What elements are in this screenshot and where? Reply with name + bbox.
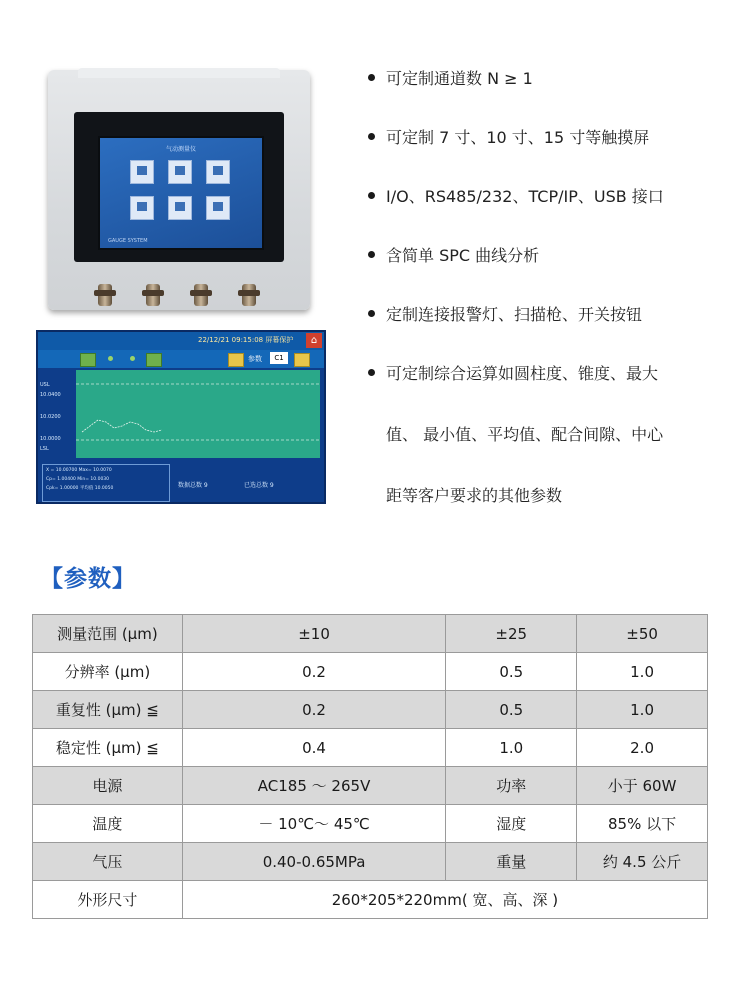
- feature-line: 值、 最小值、平均值、配合间隙、中心: [386, 425, 664, 444]
- status-dot-icon: [108, 356, 113, 361]
- table-row: [33, 805, 708, 843]
- spc-stat-line: X = 10.00700 Max= 10.0070: [46, 468, 112, 473]
- table-cell: ±50: [577, 615, 708, 653]
- feature-item: 定制连接报警灯、扫描枪、开关按钮: [366, 302, 738, 361]
- table-cell: 1.0: [446, 729, 577, 767]
- y-label-upper: 10.0400: [40, 392, 61, 398]
- air-valve-icon: [194, 284, 208, 306]
- device-screen-logo: GAUGE SYSTEM: [108, 238, 148, 244]
- screen-app-icon: [206, 196, 230, 220]
- prev-button: [80, 353, 96, 367]
- table-cell: 外形尺寸: [33, 881, 183, 919]
- table-cell: 气压: [33, 843, 183, 881]
- table-cell: 1.0: [577, 653, 708, 691]
- table-cell: 温度: [33, 805, 183, 843]
- feature-item: 可定制通道数 N ≥ 1: [366, 66, 738, 125]
- screen-app-icon: [130, 160, 154, 184]
- device-screen-title: 气动测量仪: [165, 146, 196, 153]
- spc-screenshot: [36, 330, 326, 504]
- spc-datetime: 22/12/21 09:15:08 屏幕保护: [198, 336, 294, 344]
- param-prev-button: [228, 353, 244, 367]
- param-value: C1: [270, 352, 288, 364]
- table-row: [33, 843, 708, 881]
- table-cell: 0.5: [446, 691, 577, 729]
- feature-item-multiline: [366, 361, 738, 544]
- table-cell: － 10℃～ 45℃: [182, 805, 446, 843]
- spc-plot-area: [76, 370, 320, 458]
- table-row: [33, 729, 708, 767]
- table-cell: 2.0: [577, 729, 708, 767]
- table-cell: 0.4: [182, 729, 446, 767]
- screen-app-icon: [206, 160, 230, 184]
- device-top-lid: [78, 68, 280, 78]
- table-cell: 85% 以下: [577, 805, 708, 843]
- feature-line: 可定制综合运算如圆柱度、锥度、最大: [386, 364, 659, 383]
- device-touchscreen: [98, 136, 264, 250]
- table-cell: AC185 ～ 265V: [182, 767, 446, 805]
- feature-list: [366, 66, 738, 544]
- table-row: [33, 767, 708, 805]
- air-valve-icon: [98, 284, 112, 306]
- spc-curve: [76, 370, 320, 458]
- params-heading: 【参数】: [40, 566, 136, 592]
- table-row: [33, 881, 708, 919]
- table-cell: 稳定性 (μm) ≦: [33, 729, 183, 767]
- table-cell: 0.5: [446, 653, 577, 691]
- table-cell: 约 4.5 公斤: [577, 843, 708, 881]
- air-valve-icon: [146, 284, 160, 306]
- table-row: [33, 691, 708, 729]
- selected-count: 已选总数 9: [244, 482, 274, 489]
- table-row: [33, 653, 708, 691]
- spc-stat-line: Cp= 1.00400 Min= 10.0030: [46, 477, 110, 482]
- device-screen-frame: [74, 112, 284, 262]
- table-cell: 0.2: [182, 691, 446, 729]
- table-cell: ±10: [182, 615, 446, 653]
- table-cell: 电源: [33, 767, 183, 805]
- table-cell: 小于 60W: [577, 767, 708, 805]
- data-count: 数据总数 9: [178, 482, 208, 489]
- air-valve-icon: [242, 284, 256, 306]
- table-cell: 测量范围 (μm): [33, 615, 183, 653]
- table-cell: 1.0: [577, 691, 708, 729]
- y-label-usl: USL: [40, 382, 50, 388]
- feature-line: 距等客户要求的其他参数: [386, 486, 563, 505]
- device-photo: [48, 70, 310, 310]
- table-cell: 湿度: [446, 805, 577, 843]
- table-cell: 0.40-0.65MPa: [182, 843, 446, 881]
- table-cell: 功率: [446, 767, 577, 805]
- next-button: [146, 353, 162, 367]
- param-next-button: [294, 353, 310, 367]
- table-cell: 260*205*220mm( 宽、高、深 ): [182, 881, 707, 919]
- screen-app-icon: [168, 196, 192, 220]
- feature-item: I/O、RS485/232、TCP/IP、USB 接口: [366, 184, 738, 243]
- y-label-lsl: LSL: [40, 446, 49, 452]
- table-cell: 重量: [446, 843, 577, 881]
- y-label-lower: 10.0000: [40, 436, 61, 442]
- y-label-mid: 10.0200: [40, 414, 61, 420]
- screen-app-icon: [130, 196, 154, 220]
- param-label: 参数: [248, 355, 262, 363]
- spc-toolbar: [38, 350, 324, 368]
- spc-stats-box: [42, 464, 170, 502]
- home-icon: ⌂: [306, 333, 322, 348]
- feature-item: 含简单 SPC 曲线分析: [366, 243, 738, 302]
- table-cell: 0.2: [182, 653, 446, 691]
- table-cell: 分辨率 (μm): [33, 653, 183, 691]
- table-cell: ±25: [446, 615, 577, 653]
- screen-app-icon: [168, 160, 192, 184]
- table-cell: 重复性 (μm) ≦: [33, 691, 183, 729]
- params-table: [32, 614, 708, 919]
- status-dot-icon: [130, 356, 135, 361]
- spc-header: [38, 332, 324, 350]
- table-row: [33, 615, 708, 653]
- spc-stat-line: Cpk= 1.00000 平均值 10.0050: [46, 486, 114, 491]
- feature-item: 可定制 7 寸、10 寸、15 寸等触摸屏: [366, 125, 738, 184]
